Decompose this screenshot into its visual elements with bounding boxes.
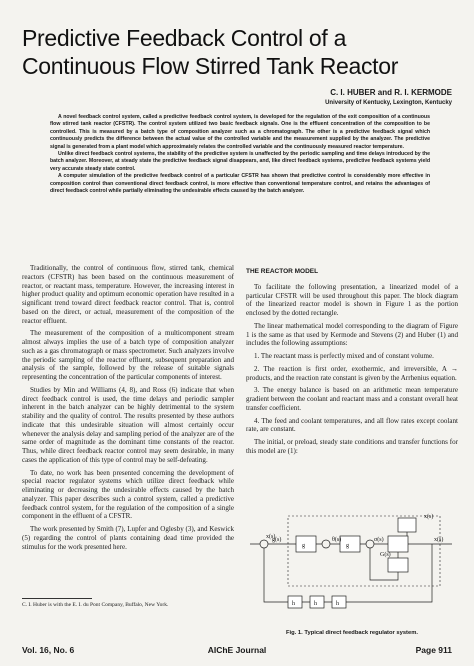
figure-label: h <box>314 601 317 607</box>
figure-label: g(s) <box>272 537 282 543</box>
body-paragraph: Studies by Min and Williams (4, 8), and Ross (6) indicate that when direct feedback control is used, the time delays and periodic sampler inherent in the batch analyzer can be highly detrimental to the system stability and the quality of control. The results presented by these authors indicate that this undesirable situation will almost certainly occur whenever the analysis delay and sampling period of the analyzer are of the same order of magnitude as the dominant time constants of the reactor. Thus, while direct feedback reactor control may seem desirable, in many cases the application of this type of control may be self-defeating. <box>22 385 234 464</box>
transfer-block <box>296 536 316 552</box>
figure-label: h <box>336 601 339 607</box>
right-column <box>246 264 458 460</box>
figure-label: θ(s) <box>332 537 342 543</box>
body-paragraph: 3. The energy balance is based on an arithmetic mean temperature gradient between the coolant and reactant mass and a constant overall heat transfer coefficient. <box>246 386 458 412</box>
abstract-paragraph: A computer simulation of the predictive feedback control of a particular CFSTR has shown that predictive control is considerably more effective in composition control than conventional direct feedback control, is more effective than conventional temperature control, and retains the advantages of direct feedback control while partially eliminating the undesirable effects caused by the batch analyzer. <box>50 173 430 195</box>
transfer-block <box>398 518 416 532</box>
transfer-block <box>310 596 324 608</box>
figure-caption: Fig. 1. Typical direct feedback regulator system. <box>286 630 418 636</box>
footer-volume: Vol. 16, No. 6 <box>22 645 75 655</box>
figure-label: x(s) <box>266 534 276 540</box>
body-paragraph: The linear mathematical model corresponding to the diagram of Figure 1 is the same as that used by Kermode and Stevens (2) and Huber (1) and includes the following assumptions: <box>246 321 458 348</box>
footer-journal: AIChE Journal <box>207 645 267 655</box>
abstract <box>50 114 430 195</box>
feedback-path <box>264 544 432 602</box>
transfer-block <box>340 536 360 552</box>
transfer-block <box>388 536 408 552</box>
footnote: C. I. Huber is with the E. I. du Pont Company, Buffalo, New York. <box>22 602 169 608</box>
figure-label: x(s) <box>434 537 444 543</box>
figure-label: h <box>292 601 295 607</box>
summing-junction <box>366 540 374 548</box>
body-paragraph: To facilitate the following presentation, a linearized model of a particular CFSTR will be used throughout this paper. The block diagram of the linearized reactor model is shown in Figure 1 as the portion enclosed by the dotted rectangle. <box>246 282 458 317</box>
summing-junction <box>322 540 330 548</box>
figure-label: σ(s) <box>374 537 384 543</box>
figure-label: G(s) <box>380 552 391 558</box>
body-paragraph: 2. The reaction is first order, exothermic, and irreversible, A → products, and the reaction rate constant is given by the Arrhenius equation. <box>246 364 458 382</box>
figure-label: x(s) <box>424 514 434 520</box>
abstract-paragraph: A novel feedback control system, called a predictive feedback control system, is developed for the regulation of the exit composition of a continuous flow stirred tank reactor (CFSTR). The control system utilized two basic feedback signals. One is the effluent concentration of the composition to be controlled. This is measured by a batch type of composition analyzer such as a chromatograph. The other is a predictive feedback signal which continuously predicts the difference between the actual value of the controlled variable and the measurement supplied by the analyzer. The predictive signal is generated from a plant model which approximately relates the controlled variable and the continuously measured reactor temperature. <box>50 114 430 150</box>
authors: C. I. HUBER and R. I. KERMODE <box>330 88 452 97</box>
block-diagram-figure <box>248 510 456 622</box>
section-heading: THE REACTOR MODEL <box>246 268 319 275</box>
body-paragraph: 4. The feed and coolant temperatures, and all flow rates except coolant rate, are constant. <box>246 416 458 434</box>
body-paragraph: To date, no work has been presented concerning the development of special reactor regulator systems which utilize direct feedback while eliminating or decreasing the undesirable effects caused by the batch analyzer. This paper describes such a control system, called a predictive feedback control system, for the regulation of the composition of a single component in the effluent of a CFSTR. <box>22 468 234 521</box>
footer-page: Page 911 <box>415 645 452 655</box>
transfer-block <box>332 596 346 608</box>
transfer-block <box>388 558 408 572</box>
body-paragraph: Traditionally, the control of continuous flow, stirred tank, chemical reactors (CFSTR) has been based on the continuous measurement of reactor, or reactant mass, temperature. However, the increasing interest in higher product quality and optimum economic operation have resulted in a significant trend toward direct feedback reactor control. That is, control based on the direct, or actual, measurement of the composition of the reactor effluent. <box>22 264 234 325</box>
abstract-paragraph: Unlike direct feedback control systems, the stability of the predictive system is unaffected by the periodic sampling and time delays introduced by the batch analyzer. Moreover, at steady state the predictive feedback signal disappears, and, like direct feedback systems, predictive feedback systems yield very accurate steady state control. <box>50 151 430 172</box>
affiliation: University of Kentucky, Lexington, Kentucky <box>325 100 452 106</box>
footnote-divider <box>22 598 92 599</box>
summing-junction <box>260 540 268 548</box>
body-paragraph: The initial, or preload, steady state conditions and transfer functions for this model are (1): <box>246 438 458 455</box>
transfer-block <box>288 596 302 608</box>
body-paragraph: The measurement of the composition of a multicomponent stream almost always implies the use of a batch type of composition analyzer such as a gas chromatograph or mass spectrometer. Such analyzers involve the periodic sampling of the reactor effluent, subsequent preparation and analysis of the sample, followed by the release of suitable signals representing the concentration of the particular components of interest. <box>22 329 234 381</box>
body-paragraph: 1. The reactant mass is perfectly mixed and of constant volume. <box>254 352 434 360</box>
body-paragraph: The work presented by Smith (7), Lupfer and Oglesby (3), and Keswick (5) regarding the control of plants containing dead time provided the stimulus for the work presented here. <box>22 525 234 551</box>
left-column <box>22 264 234 555</box>
paper-title: Predictive Feedback Control of a Continuous Flow Stirred Tank Reactor <box>22 25 399 79</box>
figure-label: g <box>302 543 305 549</box>
figure-label: g <box>346 543 349 549</box>
